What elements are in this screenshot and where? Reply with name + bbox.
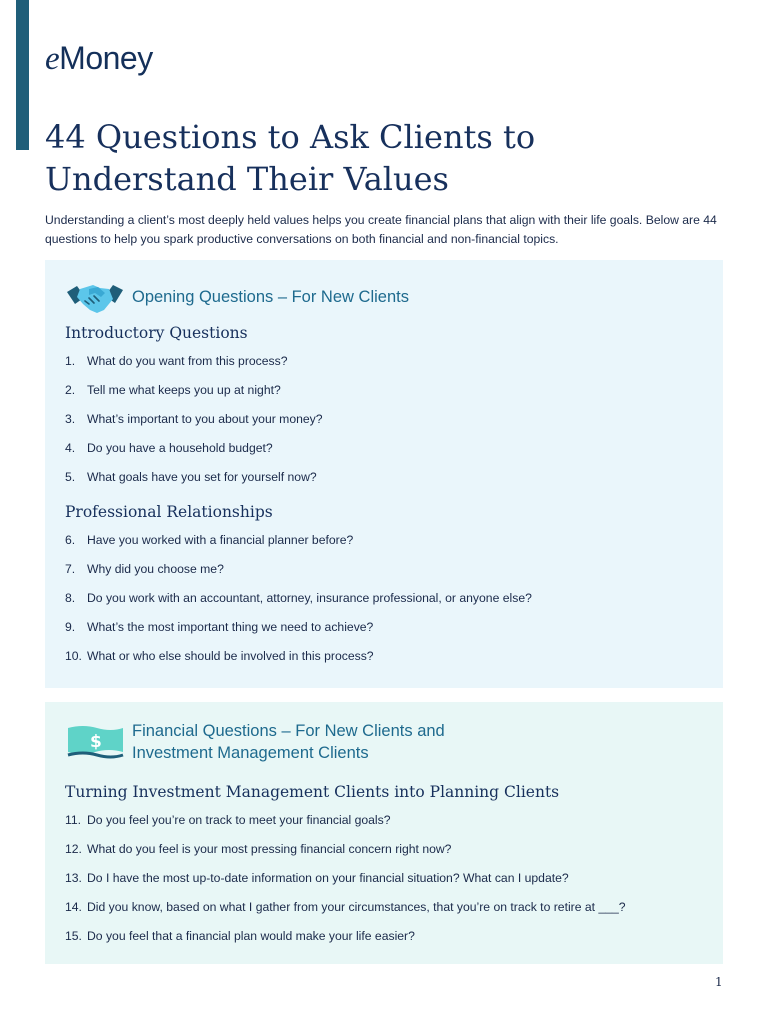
question-item: 7. Why did you choose me? <box>65 562 224 576</box>
question-item: 1. What do you want from this process? <box>65 354 288 368</box>
question-list-introductory <box>65 354 323 499</box>
emoney-logo <box>45 42 153 76</box>
question-item: 4. Do you have a household budget? <box>65 441 273 455</box>
group-title-introductory: Introductory Questions <box>65 324 248 342</box>
dollar-bill-icon <box>65 722 125 762</box>
question-item: 10. What or who else should be involved in this process? <box>65 649 374 663</box>
svg-text:$: $ <box>90 732 102 752</box>
section-title <box>132 720 445 764</box>
question-list-financial <box>65 813 626 958</box>
question-item: 3. What’s important to you about your money? <box>65 412 323 426</box>
question-item: 14. Did you know, based on what I gather from your circumstances, that you’re on track to retire at ___? <box>65 900 626 914</box>
section-title: Opening Questions – For New Clients <box>132 288 409 306</box>
section-header <box>65 720 445 764</box>
question-item: 2. Tell me what keeps you up at night? <box>65 383 281 397</box>
accent-bar <box>16 0 29 150</box>
intro-paragraph: Understanding a client’s most deeply held values helps you create financial plans that align with their life goals. Below are 44 questions to help you spark productive conversations on both financial and non-financial topics. <box>45 213 717 246</box>
section-title-line1: Financial Questions – For New Clients and <box>132 722 445 740</box>
question-item: 12. What do you feel is your most pressing financial concern right now? <box>65 842 452 856</box>
question-item: 13. Do I have the most up-to-date information on your financial situation? What can I update? <box>65 871 569 885</box>
section-header <box>65 277 409 317</box>
section-title-line2: Investment Management Clients <box>132 744 369 762</box>
question-item: 15. Do you feel that a financial plan would make your life easier? <box>65 929 415 943</box>
page-number: 1 <box>715 975 723 989</box>
question-item: 6. Have you worked with a financial planner before? <box>65 533 354 547</box>
section-financial-questions <box>45 702 723 964</box>
question-item: 8. Do you work with an accountant, attorney, insurance professional, or anyone else? <box>65 591 532 605</box>
logo-prefix: e <box>45 41 60 77</box>
question-item: 11. Do you feel you’re on track to meet your financial goals? <box>65 813 391 827</box>
group-title-turning-clients: Turning Investment Management Clients into Planning Clients <box>65 783 560 801</box>
handshake-icon <box>65 277 125 317</box>
group-title-professional: Professional Relationships <box>65 503 273 521</box>
section-opening-questions <box>45 260 723 688</box>
question-item: 9. What’s the most important thing we need to achieve? <box>65 620 374 634</box>
logo-word: Money <box>59 40 153 76</box>
question-item: 5. What goals have you set for yourself now? <box>65 470 317 484</box>
question-list-professional <box>65 533 532 678</box>
page-title: 44 Questions to Ask Clients to Understand Their Values <box>45 118 536 198</box>
